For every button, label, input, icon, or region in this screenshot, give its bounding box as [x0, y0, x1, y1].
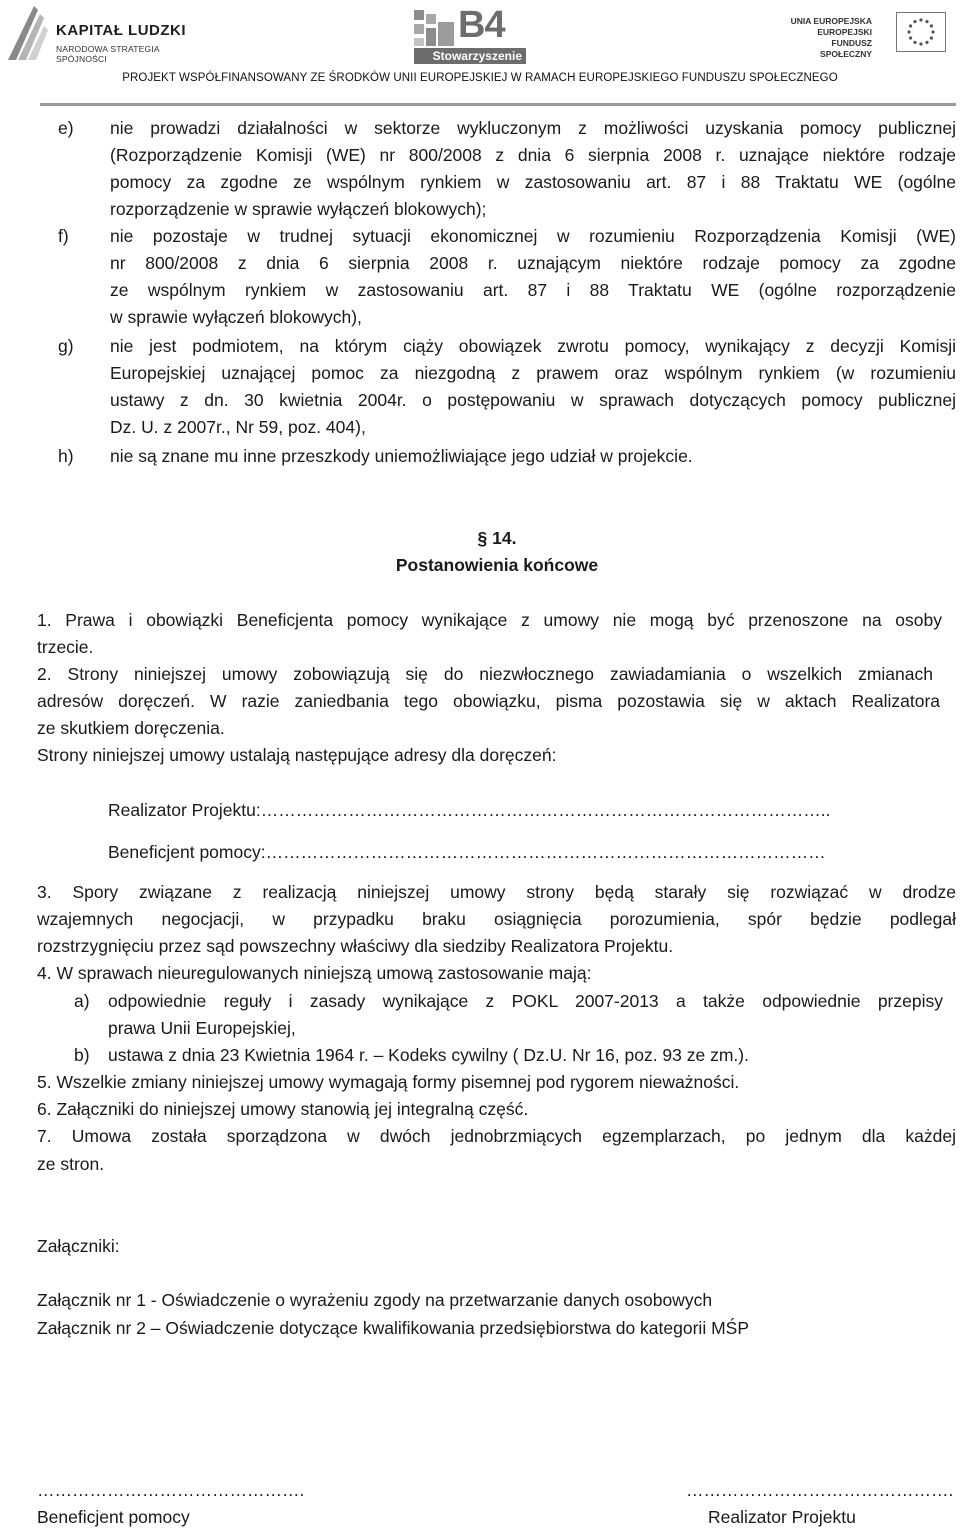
- paragraph-4a-line-2: prawa Unii Europejskiej,: [108, 1018, 296, 1038]
- paragraph-4a-line-1: odpowiednie reguły i zasady wynikające z POKL 2007-2013 a także odpowiednie przepisy: [108, 991, 943, 1011]
- beneficjent-address-field: Beneficjent pomocy:……………………………………………………………………………………: [108, 842, 826, 862]
- attachment-item-2: Załącznik nr 2 – Oświadczenie dotyczące kwalifikowania przedsiębiorstwa do kategorii MŚP: [37, 1318, 749, 1338]
- b4-subtitle: Stowarzyszenie: [414, 48, 526, 64]
- b4-logo: [414, 4, 524, 63]
- list-item-e-line-1: nie prowadzi działalności w sektorze wykluczonym z możliwości uzyskania pomocy publicznej: [110, 118, 956, 138]
- paragraph-4b-marker: b): [74, 1045, 90, 1065]
- list-item-g-line-2: Europejskiej uznającej pomoc za niezgodną z prawem oraz wspólnym rynkiem (w rozumieniu: [110, 363, 956, 383]
- kapital-ludzki-subtitle: NARODOWA STRATEGIA SPÓJNOŚCI: [56, 44, 160, 64]
- list-marker-e: e): [58, 118, 74, 138]
- signature-label-realizator: Realizator Projektu: [708, 1507, 856, 1527]
- realizator-address-field: Realizator Projektu:……………………………………………………………………………………..: [108, 800, 831, 820]
- kapital-ludzki-logo: [4, 4, 204, 64]
- paragraph-7-line-1: 7. Umowa została sporządzona w dwóch jednobrzmiących egzemplarzach, po jednym dla każdej: [37, 1126, 956, 1146]
- list-item-g-line-4: Dz. U. z 2007r., Nr 59, poz. 404),: [110, 417, 366, 437]
- signature-label-beneficjent: Beneficjent pomocy: [37, 1507, 190, 1527]
- kapital-ludzki-name: KAPITAŁ LUDZKI: [56, 22, 187, 39]
- addresses-intro: Strony niniejszej umowy ustalają następujące adresy dla doręczeń:: [37, 745, 557, 765]
- paragraph-2-line-1: 2. Strony niniejszej umowy zobowiązują się do niezwłocznego zawiadamiania o wszelkich zmianach: [37, 664, 933, 684]
- list-marker-g: g): [58, 336, 74, 356]
- paragraph-2-line-3: ze skutkiem doręczenia.: [37, 718, 225, 738]
- project-tagline: PROJEKT WSPÓŁFINANSOWANY ZE ŚRODKÓW UNII EUROPEJSKIEJ W RAMACH EUROPEJSKIEGO FUNDUSZU SPOŁECZNEGO: [122, 72, 838, 84]
- signature-line-right: ……………………………………….: [686, 1480, 954, 1500]
- paragraph-3-line-2: wzajemnych negocjacji, w przypadku braku osiągnięcia porozumienia, spór będzie podlegał: [37, 909, 956, 929]
- attachments-heading: Załączniki:: [37, 1236, 120, 1256]
- list-item-f-line-4: w sprawie wyłączeń blokowych),: [110, 307, 362, 327]
- list-item-g-line-1: nie jest podmiotem, na którym ciąży obowiązek zwrotu pomocy, wynikający z decyzji Komisji: [110, 336, 956, 356]
- list-item-f-line-3: ze wspólnym rynkiem w zastosowaniu art. 87 i 88 Traktatu WE (ogólne rozporządzenie: [110, 280, 956, 300]
- paragraph-1-line-1: 1. Prawa i obowiązki Beneficjenta pomocy wynikające z umowy nie mogą być przenoszone na osoby: [37, 610, 942, 630]
- b4-emblem-icon: [414, 10, 458, 48]
- signature-line-left: ……………………………………….: [37, 1480, 305, 1500]
- b4-name: B4: [458, 4, 505, 46]
- list-item-e-line-4: rozporządzenie w sprawie wyłączeń blokowych);: [110, 199, 487, 219]
- eu-flag-icon: [896, 12, 946, 52]
- paragraph-4a-marker: a): [74, 991, 90, 1011]
- list-item-f-line-1: nie pozostaje w trudnej sytuacji ekonomicznej w rozumieniu Rozporządzenia Komisji (WE): [110, 226, 956, 246]
- list-item-f-line-2: nr 800/2008 z dnia 6 sierpnia 2008 r. uznającym niektóre rodzaje pomocy za zgodne: [110, 253, 956, 273]
- eu-logo: [788, 12, 948, 59]
- paragraph-4: 4. W sprawach nieuregulowanych niniejszą umową zastosowanie mają:: [37, 963, 592, 983]
- list-item-g-line-3: ustawy z dn. 30 kwietnia 2004r. o postępowaniu w sprawach dotyczących pomocy publicznej: [110, 390, 956, 410]
- paragraph-1-line-2: trzecie.: [37, 637, 94, 657]
- eu-line-1: UNIA EUROPEJSKA: [790, 16, 872, 26]
- paragraph-5: 5. Wszelkie zmiany niniejszej umowy wymagają formy pisemnej pod rygorem nieważności.: [37, 1072, 740, 1092]
- list-marker-f: f): [58, 226, 69, 246]
- eu-line-3: FUNDUSZ SPOŁECZNY: [820, 38, 872, 59]
- page-header: [0, 0, 960, 108]
- paragraph-3-line-3: rozstrzygnięciu przez sąd powszechny właściwy dla siedziby Realizatora Projektu.: [37, 936, 674, 956]
- attachment-item-1: Załącznik nr 1 - Oświadczenie o wyrażeniu zgody na przetwarzanie danych osobowych: [37, 1290, 713, 1310]
- eu-line-2: EUROPEJSKI: [817, 27, 872, 37]
- list-item-h-line-1: nie są znane mu inne przeszkody uniemożliwiające jego udział w projekcie.: [110, 446, 693, 466]
- header-divider: [40, 103, 956, 106]
- paragraph-4b: ustawa z dnia 23 Kwietnia 1964 r. – Kodeks cywilny ( Dz.U. Nr 16, poz. 93 ze zm.).: [108, 1045, 749, 1065]
- paragraph-2-line-2: adresów doręczeń. W razie zaniedbania tego obowiązku, pisma pozostawia się w aktach Realizatora: [37, 691, 940, 711]
- list-marker-h: h): [58, 446, 74, 466]
- kapital-ludzki-emblem-icon: [4, 4, 50, 62]
- eu-text: [788, 16, 872, 60]
- paragraph-3-line-1: 3. Spory związane z realizacją niniejszej umowy strony będą starały się rozwiązać w drodze: [37, 882, 956, 902]
- paragraph-6: 6. Załączniki do niniejszej umowy stanowią jej integralną część.: [37, 1099, 529, 1119]
- list-item-e-line-3: pomocy za zgodne ze wspólnym rynkiem w zastosowaniu art. 87 i 88 Traktatu WE (ogólne: [110, 172, 956, 192]
- section-number: § 14.: [477, 528, 517, 548]
- section-title: Postanowienia końcowe: [395, 555, 599, 575]
- list-item-e-line-2: (Rozporządzenie Komisji (WE) nr 800/2008 z dnia 6 sierpnia 2008 r. uznające niektóre rodzaje: [110, 145, 956, 165]
- paragraph-7-line-2: ze stron.: [37, 1154, 105, 1174]
